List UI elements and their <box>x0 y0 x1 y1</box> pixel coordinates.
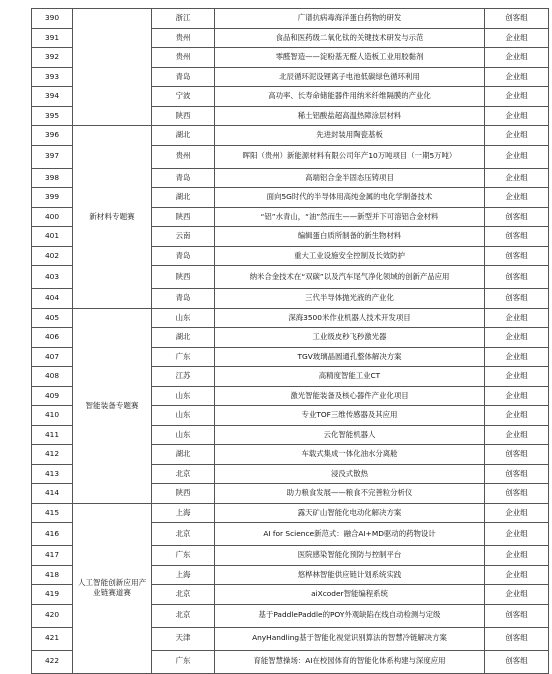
project-name-cell: 稀土铝酸盐超高温热障涂层材料 <box>215 106 485 126</box>
row-number: 422 <box>32 650 73 673</box>
region-cell: 湖北 <box>152 126 215 146</box>
project-name-cell: 工业级皮秒飞秒激光器 <box>215 328 485 348</box>
project-name-cell: 北辰循环泥设锂离子电池低碳绿色循环利用 <box>215 67 485 87</box>
category-cell: 企业组 <box>485 308 549 328</box>
category-cell: 企业组 <box>485 503 549 523</box>
region-cell: 青岛 <box>152 67 215 87</box>
project-name-cell: 纳米合金技术在“双碳”以及汽车尾气净化领域的创新产品应用 <box>215 266 485 289</box>
category-cell: 企业组 <box>485 523 549 546</box>
project-name-cell: 晖阳（贵州）新能源材料有限公司年产10万吨项目（一期5万吨） <box>215 145 485 168</box>
row-number: 401 <box>32 227 73 247</box>
category-cell: 创客组 <box>485 246 549 266</box>
table-body <box>32 9 549 674</box>
region-cell: 广东 <box>152 347 215 367</box>
category-cell: 企业组 <box>485 188 549 208</box>
project-name-cell: 助力粮食发展——粮食不完善粒分析仪 <box>215 484 485 504</box>
region-cell: 云南 <box>152 227 215 247</box>
region-cell: 江苏 <box>152 367 215 387</box>
category-cell: 企业组 <box>485 406 549 426</box>
project-name-cell: 育能智慧操场：AI在校园体育的智能化体系构建与深度应用 <box>215 650 485 673</box>
project-name-cell: 悠桦林智能供应链计划系统实践 <box>215 565 485 585</box>
category-cell: 创客组 <box>485 604 549 627</box>
row-number: 417 <box>32 546 73 566</box>
region-cell: 广东 <box>152 650 215 673</box>
region-cell: 北京 <box>152 464 215 484</box>
region-cell: 北京 <box>152 523 215 546</box>
category-cell: 企业组 <box>485 145 549 168</box>
category-cell: 企业组 <box>485 546 549 566</box>
category-cell: 企业组 <box>485 48 549 68</box>
track-cell: 新材料专题赛 <box>73 126 152 309</box>
project-name-cell: 面向5G时代的半导体用高纯金属的电化学制备技术 <box>215 188 485 208</box>
project-name-cell: 零醛智造——淀粉基无醛人造板工业用胶黏剂 <box>215 48 485 68</box>
row-number: 393 <box>32 67 73 87</box>
region-cell: 贵州 <box>152 48 215 68</box>
row-number: 408 <box>32 367 73 387</box>
category-cell: 创客组 <box>485 207 549 227</box>
category-cell: 创客组 <box>485 650 549 673</box>
row-number: 396 <box>32 126 73 146</box>
project-name-cell: aiXcoder智能编程系统 <box>215 585 485 605</box>
row-number: 406 <box>32 328 73 348</box>
row-number: 416 <box>32 523 73 546</box>
category-cell: 创客组 <box>485 266 549 289</box>
category-cell: 企业组 <box>485 386 549 406</box>
category-cell: 企业组 <box>485 565 549 585</box>
row-number: 413 <box>32 464 73 484</box>
track-cell: 智能装备专题赛 <box>73 308 152 503</box>
row-number: 407 <box>32 347 73 367</box>
project-name-cell: TGV玻璃晶圆通孔整体解决方案 <box>215 347 485 367</box>
region-cell: 山东 <box>152 425 215 445</box>
row-number: 415 <box>32 503 73 523</box>
region-cell: 山东 <box>152 308 215 328</box>
region-cell: 湖北 <box>152 445 215 465</box>
table-row <box>32 308 549 328</box>
region-cell: 广东 <box>152 546 215 566</box>
category-cell: 创客组 <box>485 464 549 484</box>
project-name-cell: 激光智能装备及核心器件产业化项目 <box>215 386 485 406</box>
category-cell: 创客组 <box>485 445 549 465</box>
category-cell: 创客组 <box>485 289 549 309</box>
region-cell: 贵州 <box>152 28 215 48</box>
category-cell: 创客组 <box>485 9 549 29</box>
region-cell: 青岛 <box>152 289 215 309</box>
category-cell: 企业组 <box>485 168 549 188</box>
region-cell: 北京 <box>152 604 215 627</box>
project-name-cell: 高精度智能工业CT <box>215 367 485 387</box>
row-number: 411 <box>32 425 73 445</box>
row-number: 409 <box>32 386 73 406</box>
region-cell: 宁波 <box>152 87 215 107</box>
row-number: 397 <box>32 145 73 168</box>
table-row <box>32 503 549 523</box>
row-number: 392 <box>32 48 73 68</box>
category-cell: 企业组 <box>485 347 549 367</box>
row-number: 421 <box>32 627 73 650</box>
project-name-cell: 编辑蛋白质所制备的新生物材料 <box>215 227 485 247</box>
category-cell: 创客组 <box>485 227 549 247</box>
row-number: 410 <box>32 406 73 426</box>
region-cell: 青岛 <box>152 246 215 266</box>
project-name-cell: 高端铝合金半固态压铸项目 <box>215 168 485 188</box>
region-cell: 天津 <box>152 627 215 650</box>
region-cell: 湖北 <box>152 188 215 208</box>
region-cell: 山东 <box>152 406 215 426</box>
region-cell: 北京 <box>152 585 215 605</box>
row-number: 403 <box>32 266 73 289</box>
category-cell: 企业组 <box>485 328 549 348</box>
project-name-cell: 高功率、长寿命储能器件用纳米纤维隔膜的产业化 <box>215 87 485 107</box>
region-cell: 湖北 <box>152 328 215 348</box>
region-cell: 山东 <box>152 386 215 406</box>
project-name-cell: 三代半导体抛光液的产业化 <box>215 289 485 309</box>
region-cell: 陕西 <box>152 484 215 504</box>
table-row <box>32 126 549 146</box>
category-cell: 企业组 <box>485 106 549 126</box>
track-cell <box>73 9 152 126</box>
category-cell: 企业组 <box>485 67 549 87</box>
row-number: 414 <box>32 484 73 504</box>
row-number: 391 <box>32 28 73 48</box>
region-cell: 上海 <box>152 565 215 585</box>
region-cell: 陕西 <box>152 207 215 227</box>
row-number: 412 <box>32 445 73 465</box>
region-cell: 青岛 <box>152 168 215 188</box>
category-cell: 企业组 <box>485 28 549 48</box>
category-cell: 企业组 <box>485 585 549 605</box>
row-number: 390 <box>32 9 73 29</box>
category-cell: 企业组 <box>485 425 549 445</box>
category-cell: 创客组 <box>485 484 549 504</box>
region-cell: 陕西 <box>152 106 215 126</box>
row-number: 400 <box>32 207 73 227</box>
project-name-cell: 云化智能机器人 <box>215 425 485 445</box>
row-number: 405 <box>32 308 73 328</box>
region-cell: 浙江 <box>152 9 215 29</box>
category-cell: 创客组 <box>485 627 549 650</box>
project-name-cell: “铝”水青山，“油”然而生——新型并下可溶铝合金材料 <box>215 207 485 227</box>
row-number: 418 <box>32 565 73 585</box>
project-name-cell: AnyHandling基于智能化视觉识别算法的智慧冷链解决方案 <box>215 627 485 650</box>
category-cell: 企业组 <box>485 126 549 146</box>
project-name-cell: 浸没式散热 <box>215 464 485 484</box>
row-number: 399 <box>32 188 73 208</box>
project-name-cell: 医院感染智能化预防与控制平台 <box>215 546 485 566</box>
row-number: 419 <box>32 585 73 605</box>
track-cell: 人工智能创新应用产业链赛道赛 <box>73 503 152 673</box>
project-name-cell: 广谱抗病毒海洋蛋白药物的研发 <box>215 9 485 29</box>
project-name-cell: 先进封装用陶瓷基板 <box>215 126 485 146</box>
region-cell: 贵州 <box>152 145 215 168</box>
project-name-cell: AI for Science新范式：融合AI+MD驱动的药物设计 <box>215 523 485 546</box>
project-name-cell: 重大工业设施安全控制及长效防护 <box>215 246 485 266</box>
row-number: 395 <box>32 106 73 126</box>
project-name-cell: 车载式集成一体化油水分离舱 <box>215 445 485 465</box>
row-number: 404 <box>32 289 73 309</box>
region-cell: 陕西 <box>152 266 215 289</box>
competition-table <box>31 8 549 674</box>
project-name-cell: 食品和医药级二氧化钛的关键技术研发与示范 <box>215 28 485 48</box>
category-cell: 企业组 <box>485 367 549 387</box>
row-number: 402 <box>32 246 73 266</box>
category-cell: 企业组 <box>485 87 549 107</box>
row-number: 394 <box>32 87 73 107</box>
project-name-cell: 深海3500米作业机器人技术开发项目 <box>215 308 485 328</box>
row-number: 398 <box>32 168 73 188</box>
region-cell: 上海 <box>152 503 215 523</box>
project-name-cell: 露天矿山智能化电动化解决方案 <box>215 503 485 523</box>
project-name-cell: 专业TOF三维传感器及其应用 <box>215 406 485 426</box>
row-number: 420 <box>32 604 73 627</box>
table-row <box>32 9 549 29</box>
project-name-cell: 基于PaddlePaddle的POY外观缺陷在线自动检测与定级 <box>215 604 485 627</box>
